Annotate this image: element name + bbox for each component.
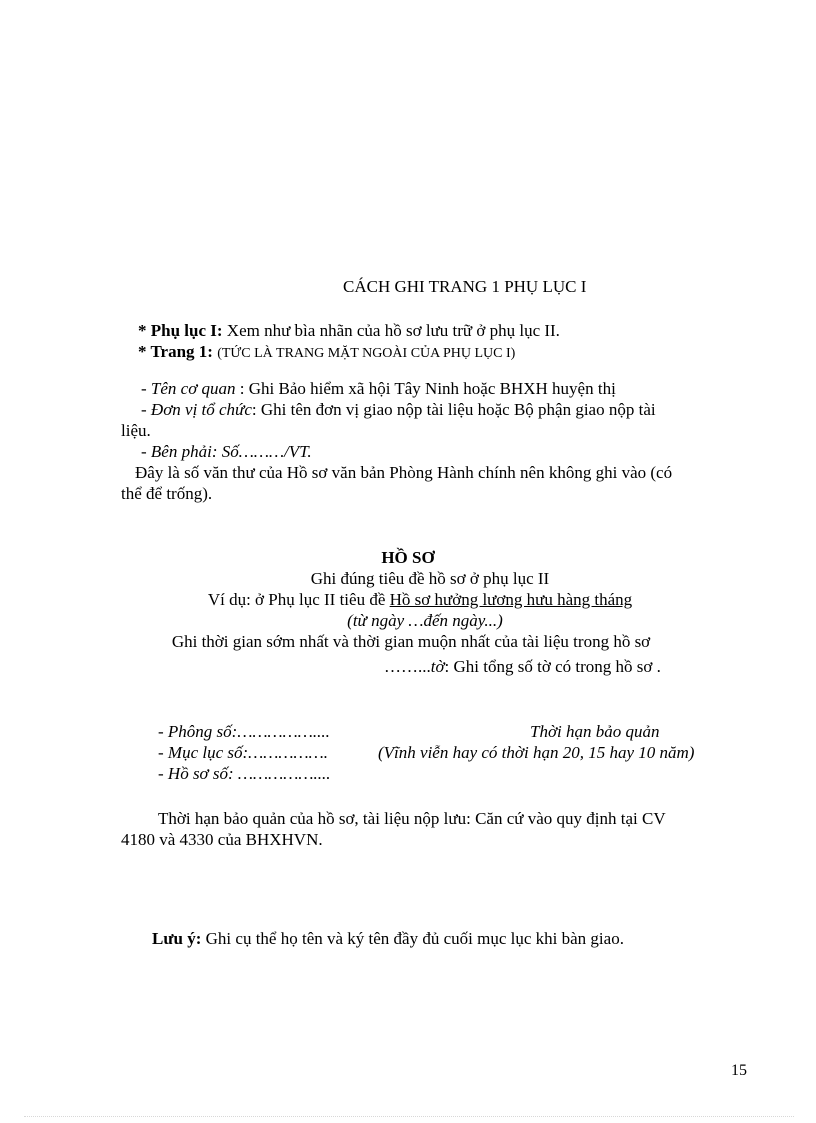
ben-phai-dash: - bbox=[141, 442, 151, 461]
ho-so-title-example: Hồ sơ hưởng lương hưu hàng tháng bbox=[389, 590, 633, 609]
retention-line-2: 4180 và 4330 của BHXHVN. bbox=[121, 830, 323, 849]
note-line-2: thể để trống). bbox=[121, 484, 213, 503]
trang-label: * Trang 1: bbox=[138, 342, 213, 361]
thoi-han-label: Thời hạn bảo quản bbox=[530, 722, 660, 741]
ho-so-date-range: (từ ngày …đến ngày...) bbox=[347, 611, 503, 630]
don-vi-label: Đơn vị tổ chức bbox=[150, 400, 252, 419]
phong-so: - Phông số:…………….... bbox=[158, 722, 330, 741]
ho-so-line-5-to: tờ bbox=[430, 657, 445, 676]
don-vi-dash: - bbox=[141, 400, 151, 419]
ho-so-line-5-text: : Ghi tổng số tờ có trong hồ sơ . bbox=[444, 657, 661, 676]
luu-y-line bbox=[152, 928, 624, 949]
phu-luc-label: * Phụ lục I: bbox=[138, 321, 223, 340]
ten-co-quan-dash: - bbox=[141, 379, 151, 398]
footer-divider bbox=[24, 1116, 794, 1117]
ben-phai-line bbox=[141, 441, 312, 462]
ho-so-heading: HỒ SƠ bbox=[381, 548, 435, 567]
don-vi-line bbox=[141, 399, 656, 420]
muc-luc-so: - Mục lục số:……………. bbox=[158, 743, 328, 762]
ten-co-quan-text: : Ghi Bảo hiểm xã hội Tây Ninh hoặc BHXH huyện thị bbox=[235, 379, 616, 398]
ho-so-so: - Hồ sơ số: …………….... bbox=[158, 764, 331, 783]
phu-luc-text: Xem như bìa nhãn của hồ sơ lưu trữ ở phụ lục II. bbox=[226, 321, 560, 340]
ben-phai-text: Bên phải: Số………/VT. bbox=[150, 442, 312, 461]
ten-co-quan-label: Tên cơ quan bbox=[150, 379, 236, 398]
phu-luc-line bbox=[138, 320, 560, 341]
don-vi-text-2: liệu. bbox=[121, 421, 151, 440]
ten-co-quan-line bbox=[141, 378, 616, 399]
ho-so-line-4: Ghi thời gian sớm nhất và thời gian muộn nhất của tài liệu trong hồ sơ bbox=[171, 632, 651, 651]
trang-line bbox=[138, 341, 515, 364]
don-vi-text-1: : Ghi tên đơn vị giao nộp tài liệu hoặc Bộ phận giao nộp tài bbox=[251, 400, 656, 419]
ho-so-line-2 bbox=[0, 589, 816, 610]
page-number: 15 bbox=[731, 1062, 747, 1079]
retention-line-1: Thời hạn bảo quản của hồ sơ, tài liệu nộp lưu: Căn cứ vào quy định tại CV bbox=[158, 809, 666, 828]
ho-so-line-1: Ghi đúng tiêu đề hồ sơ ở phụ lục II bbox=[310, 569, 550, 588]
luu-y-label: Lưu ý: bbox=[152, 929, 202, 948]
note-line-1: Đây là số văn thư của Hồ sơ văn bản Phòng Hành chính nên không ghi vào (có bbox=[135, 463, 673, 482]
luu-y-text: Ghi cụ thể họ tên và ký tên đầy đủ cuối mục lục khi bàn giao. bbox=[201, 929, 624, 948]
page-title: CÁCH GHI TRANG 1 PHỤ LỤC I bbox=[343, 277, 587, 296]
trang-text: (TỨC LÀ TRANG MẶT NGOÀI CỦA PHỤ LỤC I) bbox=[217, 346, 516, 361]
ho-so-line-5-dots: ……... bbox=[384, 657, 431, 676]
ho-so-line-2-prefix: Ví dụ: ở Phụ lục II tiêu đề bbox=[207, 590, 390, 609]
thoi-han-text: (Vĩnh viễn hay có thời hạn 20, 15 hay 10 năm) bbox=[378, 743, 695, 762]
ho-so-line-5 bbox=[384, 656, 661, 677]
